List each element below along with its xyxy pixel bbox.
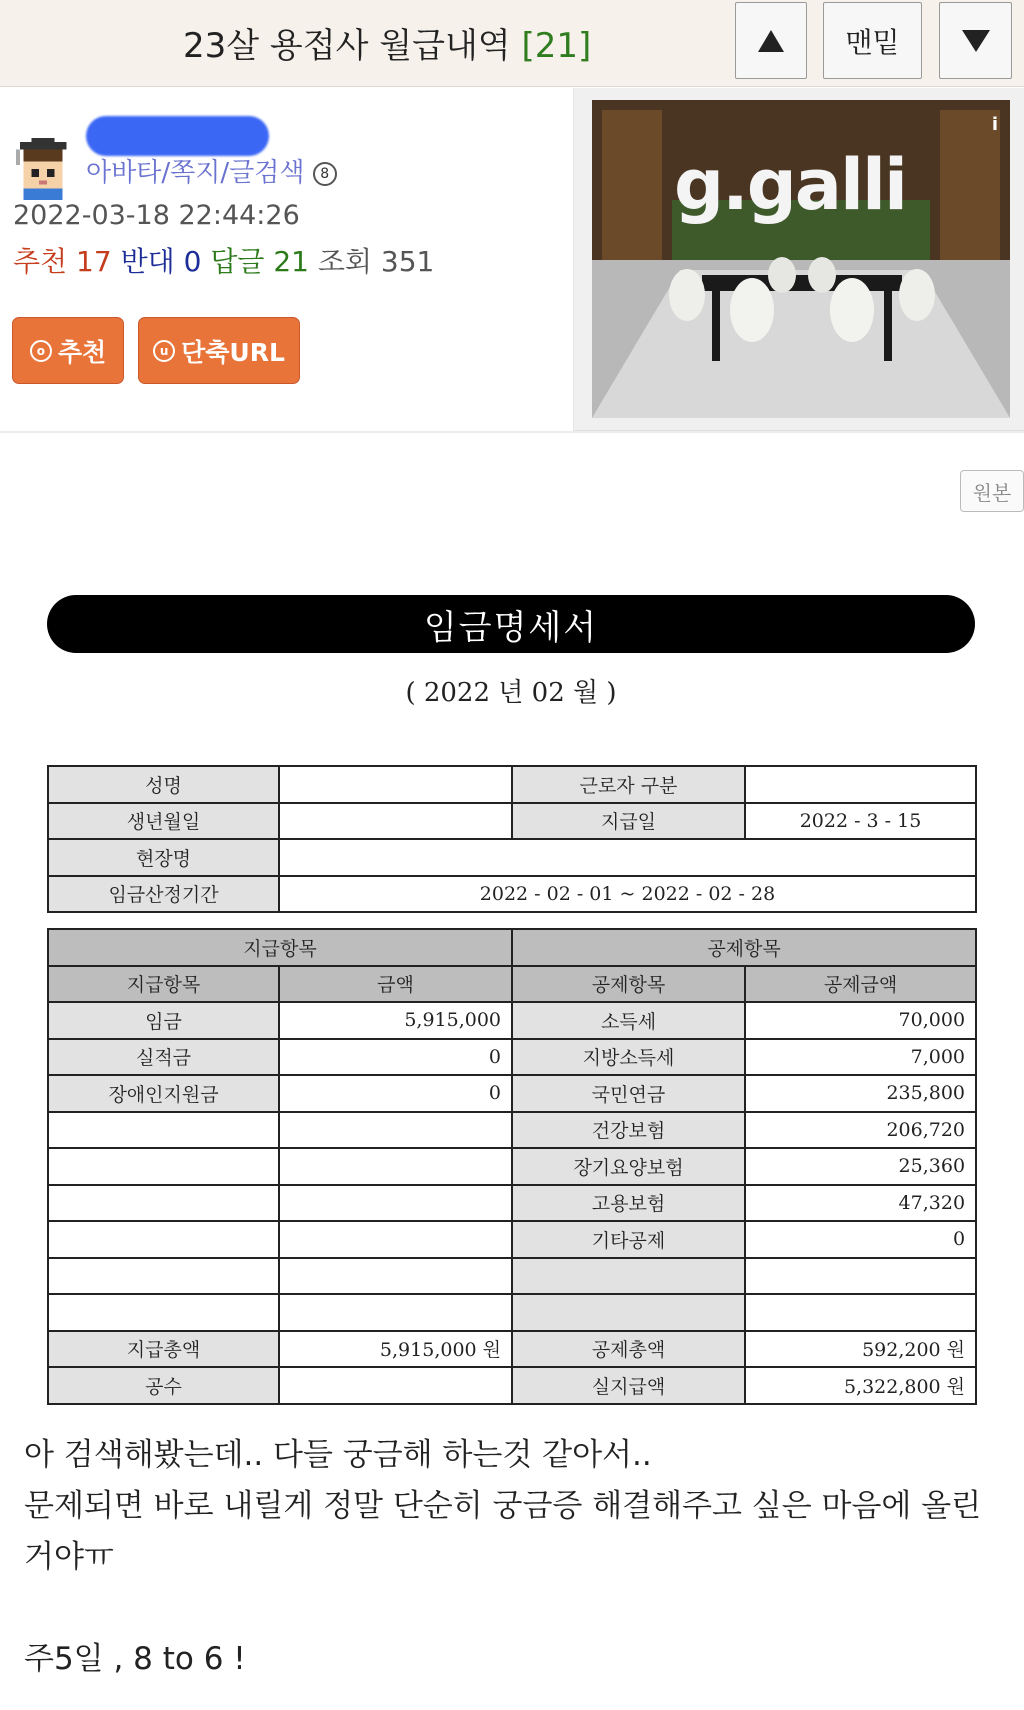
site-value — [279, 839, 976, 876]
pay-item-cell — [48, 1112, 279, 1149]
scroll-down-button[interactable] — [939, 2, 1012, 79]
deduct-amount-cell — [745, 1294, 976, 1331]
table-row — [48, 1039, 976, 1076]
ad-brand-logo: g.galli — [674, 144, 907, 226]
deduct-amount-cell: 7,000 — [745, 1039, 976, 1076]
table-row — [48, 929, 976, 966]
deduct-amount-cell: 206,720 — [745, 1112, 976, 1149]
table-row — [48, 803, 976, 840]
pay-date-value: 2022 - 3 - 15 — [745, 803, 976, 840]
author-panel — [0, 88, 572, 431]
site-label: 현장명 — [48, 839, 279, 876]
table-row — [48, 1185, 976, 1222]
author-nickname-redacted[interactable] — [86, 116, 269, 156]
birth-value — [279, 803, 512, 840]
post-title-text: 23살 용접사 월급내역 — [183, 26, 511, 66]
deduct-amount-cell: 235,800 — [745, 1075, 976, 1112]
short-url-button[interactable] — [138, 317, 300, 384]
comment-count[interactable]: [21] — [521, 26, 592, 66]
pay-item-cell: 실적금 — [48, 1039, 279, 1076]
reply-label: 답글 — [210, 245, 265, 278]
views-label: 조회 — [317, 245, 372, 278]
original-image-button[interactable]: 원본 — [960, 470, 1024, 512]
reply-count: 21 — [273, 245, 309, 278]
avatar[interactable] — [12, 138, 74, 200]
deduct-item-cell: 국민연금 — [512, 1075, 745, 1112]
table-row — [48, 966, 976, 1003]
table-row — [48, 1002, 976, 1039]
arrow-down-icon — [962, 30, 990, 52]
col-amount: 금액 — [279, 966, 512, 1003]
deduct-item-cell: 소득세 — [512, 1002, 745, 1039]
deduct-item-cell: 지방소득세 — [512, 1039, 745, 1076]
ad-panel — [573, 88, 1024, 431]
recommend-count: 17 — [76, 245, 112, 278]
col-pay-item: 지급항목 — [48, 966, 279, 1003]
post-datetime: 2022-03-18 22:44:26 — [13, 200, 300, 231]
post-title — [183, 18, 591, 67]
pay-item-cell — [48, 1258, 279, 1295]
pay-item-cell — [48, 1294, 279, 1331]
pay-amount-cell — [279, 1148, 512, 1185]
deduction-section-header: 공제항목 — [512, 929, 976, 966]
deduct-item-cell: 기타공제 — [512, 1221, 745, 1258]
table-row — [48, 1075, 976, 1112]
table-row — [48, 1258, 976, 1295]
period-label: 임금산정기간 — [48, 876, 279, 913]
author-links[interactable] — [86, 152, 337, 189]
pay-amount-cell: 5,915,000 — [279, 1002, 512, 1039]
post-stats — [13, 240, 434, 280]
post-blank-line — [24, 1583, 1009, 1634]
name-label: 성명 — [48, 766, 279, 803]
short-url-circle-icon: u — [153, 340, 175, 362]
table-row — [48, 1221, 976, 1258]
deduct-amount-cell: 25,360 — [745, 1148, 976, 1185]
pay-amount-cell: 0 — [279, 1039, 512, 1076]
table-row — [48, 766, 976, 803]
arrow-up-icon — [758, 30, 784, 52]
table-row — [48, 1112, 976, 1149]
recommend-button[interactable] — [12, 317, 124, 384]
table-row — [48, 839, 976, 876]
scroll-bottom-button[interactable]: 맨밑 — [823, 2, 922, 79]
oppose-count: 0 — [183, 245, 202, 278]
period-value: 2022 - 02 - 01 ~ 2022 - 02 - 28 — [279, 876, 976, 913]
net-pay-value: 5,322,800 원 — [745, 1367, 976, 1404]
deduct-amount-cell: 70,000 — [745, 1002, 976, 1039]
col-deduct-item: 공제항목 — [512, 966, 745, 1003]
author-links-text[interactable]: 아바타/쪽지/글검색 — [86, 158, 305, 188]
total-deduct-label: 공제총액 — [512, 1331, 745, 1368]
name-value — [279, 766, 512, 803]
net-pay-label: 실지급액 — [512, 1367, 745, 1404]
total-pay-value: 5,915,000 원 — [279, 1331, 512, 1368]
level-badge-icon: 8 — [313, 162, 337, 186]
total-deduct-value: 592,200 원 — [745, 1331, 976, 1368]
worker-type-value — [745, 766, 976, 803]
views-count: 351 — [380, 245, 435, 278]
recommend-label: 추천 — [13, 245, 68, 278]
ad-info-icon[interactable]: i — [991, 114, 998, 135]
deduct-item-cell: 고용보험 — [512, 1185, 745, 1222]
deduct-amount-cell: 0 — [745, 1221, 976, 1258]
table-row — [48, 1294, 976, 1331]
pay-amount-cell — [279, 1185, 512, 1222]
pay-amount-cell — [279, 1221, 512, 1258]
payslip-period: ( 2022 년 02 월 ) — [405, 678, 617, 708]
pay-item-cell: 임금 — [48, 1002, 279, 1039]
deduct-item-cell — [512, 1258, 745, 1295]
payment-section-header: 지급항목 — [48, 929, 512, 966]
payslip-pay-table — [47, 928, 977, 1405]
pay-item-cell — [48, 1221, 279, 1258]
worker-type-label: 근로자 구분 — [512, 766, 745, 803]
deduct-amount-cell: 47,320 — [745, 1185, 976, 1222]
table-row — [48, 876, 976, 913]
ad-banner[interactable] — [592, 100, 1010, 418]
scroll-up-button[interactable] — [735, 2, 807, 79]
post-line-3: 주5일 , 8 to 6 ! — [24, 1641, 246, 1677]
table-row — [48, 1148, 976, 1185]
birth-label: 생년월일 — [48, 803, 279, 840]
pay-item-cell — [48, 1185, 279, 1222]
pay-amount-cell — [279, 1294, 512, 1331]
table-row — [48, 1331, 976, 1368]
col-deduct-amount: 공제금액 — [745, 966, 976, 1003]
pay-amount-cell — [279, 1258, 512, 1295]
total-pay-label: 지급총액 — [48, 1331, 279, 1368]
recommend-button-label: 추천 — [57, 337, 107, 367]
post-body — [24, 1430, 1009, 1685]
section-divider — [0, 431, 1024, 433]
title-bar — [0, 0, 1024, 87]
deduct-item-cell: 장기요양보험 — [512, 1148, 745, 1185]
pay-amount-cell: 0 — [279, 1075, 512, 1112]
post-line-1: 아 검색해봤는데.. 다들 궁금해 하는것 같아서.. — [24, 1437, 652, 1473]
workdays-value — [279, 1367, 512, 1404]
pay-date-label: 지급일 — [512, 803, 745, 840]
pay-item-cell: 장애인지원금 — [48, 1075, 279, 1112]
deduct-item-cell — [512, 1294, 745, 1331]
deduct-amount-cell — [745, 1258, 976, 1295]
recommend-circle-icon: o — [30, 340, 52, 362]
post-line-2: 문제되면 바로 내릴게 정말 단순히 궁금증 해결해주고 싶은 마음에 올린 거야ㅠ — [24, 1488, 991, 1575]
payslip-title: 임금명세서 — [47, 595, 975, 653]
workdays-label: 공수 — [48, 1367, 279, 1404]
pay-item-cell — [48, 1148, 279, 1185]
deduct-item-cell: 건강보험 — [512, 1112, 745, 1149]
table-row — [48, 1367, 976, 1404]
payslip-info-table — [47, 765, 977, 913]
pay-amount-cell — [279, 1112, 512, 1149]
short-url-button-label: 단축URL — [181, 337, 285, 367]
oppose-label: 반대 — [120, 245, 175, 278]
